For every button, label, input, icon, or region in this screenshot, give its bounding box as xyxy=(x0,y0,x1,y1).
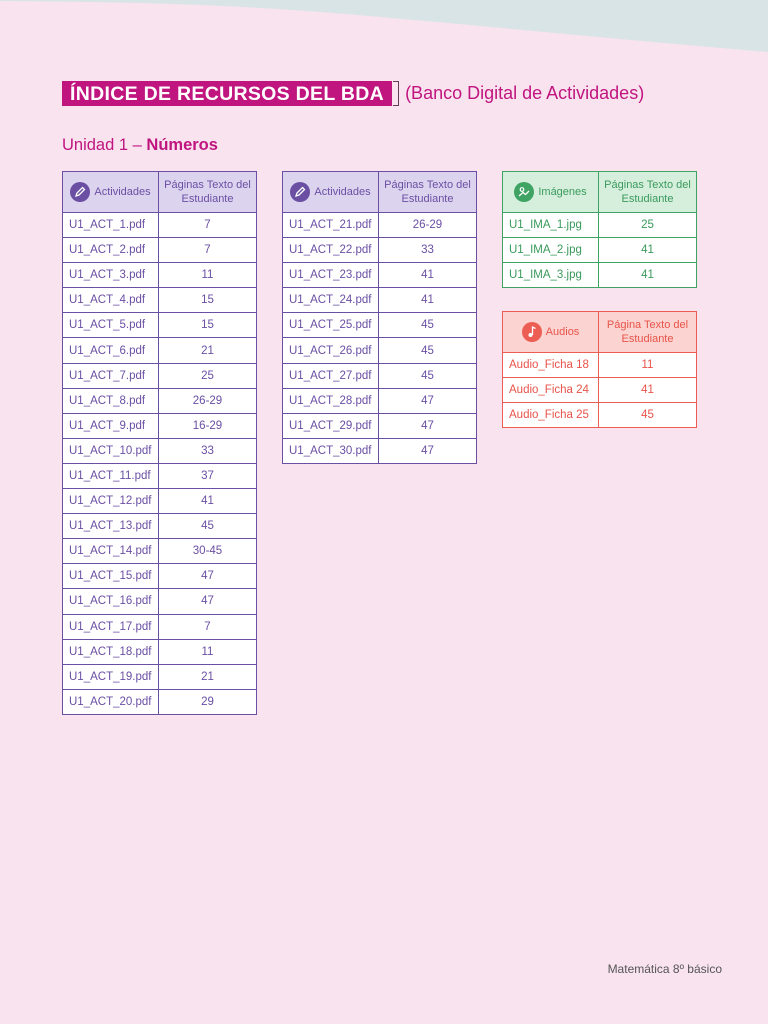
table-row xyxy=(63,489,257,514)
table-row xyxy=(63,689,257,714)
header-actividades-label: Actividades xyxy=(94,186,151,198)
resource-file-cell: U1_ACT_10.pdf xyxy=(63,438,159,463)
page-number-cell: 41 xyxy=(599,238,697,263)
table-row xyxy=(63,363,257,388)
table-row xyxy=(503,353,697,378)
page-number-cell: 7 xyxy=(159,238,257,263)
page-number-cell: 45 xyxy=(599,403,697,428)
resource-file-cell: U1_IMA_3.jpg xyxy=(503,263,599,288)
header-audios xyxy=(503,312,599,353)
audios-table xyxy=(502,311,697,428)
resource-file-cell: U1_IMA_1.jpg xyxy=(503,213,599,238)
table-row xyxy=(63,263,257,288)
page-number-cell: 11 xyxy=(159,639,257,664)
resource-file-cell: U1_ACT_19.pdf xyxy=(63,664,159,689)
resource-file-cell: U1_ACT_6.pdf xyxy=(63,338,159,363)
resource-file-cell: U1_ACT_29.pdf xyxy=(283,413,379,438)
table-row xyxy=(503,403,697,428)
page-number-cell: 7 xyxy=(159,614,257,639)
table-row xyxy=(63,438,257,463)
table-row xyxy=(283,388,477,413)
table-row xyxy=(63,213,257,238)
resource-file-cell: Audio_Ficha 24 xyxy=(503,378,599,403)
unit-prefix: Unidad 1 – xyxy=(62,136,147,154)
resource-file-cell: U1_ACT_27.pdf xyxy=(283,363,379,388)
resource-file-cell: U1_ACT_16.pdf xyxy=(63,589,159,614)
table-row xyxy=(63,288,257,313)
activities-table-1 xyxy=(62,171,257,715)
header-actividades xyxy=(283,172,379,213)
resource-file-cell: U1_ACT_28.pdf xyxy=(283,388,379,413)
page-number-cell: 47 xyxy=(379,388,477,413)
page-number-cell: 29 xyxy=(159,689,257,714)
page-number-cell: 33 xyxy=(379,238,477,263)
table-row xyxy=(63,614,257,639)
resource-file-cell: U1_ACT_15.pdf xyxy=(63,564,159,589)
header-pagina: Página Texto del Estudiante xyxy=(599,312,697,353)
resource-file-cell: U1_ACT_23.pdf xyxy=(283,263,379,288)
page-header xyxy=(62,80,644,107)
page-number-cell: 11 xyxy=(159,263,257,288)
header-paginas: Páginas Texto del Estudiante xyxy=(379,172,477,213)
activities-table-2 xyxy=(282,171,477,464)
page-number-cell: 7 xyxy=(159,213,257,238)
page-number-cell: 25 xyxy=(159,363,257,388)
page-number-cell: 26-29 xyxy=(159,388,257,413)
resource-file-cell: U1_ACT_22.pdf xyxy=(283,238,379,263)
page-number-cell: 41 xyxy=(379,288,477,313)
header-imagenes-label: Imágenes xyxy=(538,186,587,198)
page-number-cell: 21 xyxy=(159,664,257,689)
music-note-icon xyxy=(522,322,542,342)
resource-file-cell: U1_ACT_8.pdf xyxy=(63,388,159,413)
resource-file-cell: U1_ACT_21.pdf xyxy=(283,213,379,238)
page-number-cell: 21 xyxy=(159,338,257,363)
page-number-cell: 25 xyxy=(599,213,697,238)
page-number-cell: 45 xyxy=(379,363,477,388)
unit-heading xyxy=(62,136,218,155)
table-row xyxy=(63,388,257,413)
page-number-cell: 15 xyxy=(159,313,257,338)
resource-file-cell: U1_ACT_13.pdf xyxy=(63,514,159,539)
resource-file-cell: U1_ACT_24.pdf xyxy=(283,288,379,313)
page-number-cell: 41 xyxy=(599,378,697,403)
header-actividades xyxy=(63,172,159,213)
page-title: ÍNDICE DE RECURSOS DEL BDA xyxy=(62,81,392,106)
table-row xyxy=(63,413,257,438)
header-audios-label: Audios xyxy=(545,326,580,338)
table-row xyxy=(283,263,477,288)
table-row xyxy=(503,378,697,403)
page-subtitle: (Banco Digital de Actividades) xyxy=(405,83,645,103)
resource-file-cell: U1_ACT_4.pdf xyxy=(63,288,159,313)
table-row xyxy=(283,338,477,363)
resource-file-cell: U1_IMA_2.jpg xyxy=(503,238,599,263)
resource-file-cell: U1_ACT_2.pdf xyxy=(63,238,159,263)
resource-file-cell: U1_ACT_9.pdf xyxy=(63,413,159,438)
table-row xyxy=(283,438,477,463)
title-bracket-decoration xyxy=(393,81,399,106)
resource-file-cell: U1_ACT_12.pdf xyxy=(63,489,159,514)
table-row xyxy=(283,413,477,438)
page-number-cell: 47 xyxy=(159,564,257,589)
table-row xyxy=(283,238,477,263)
page-number-cell: 11 xyxy=(599,353,697,378)
table-row xyxy=(63,564,257,589)
header-paginas: Páginas Texto del Estudiante xyxy=(599,172,697,213)
page-number-cell: 41 xyxy=(159,489,257,514)
table-row xyxy=(283,313,477,338)
resource-file-cell: U1_ACT_26.pdf xyxy=(283,338,379,363)
page-number-cell: 15 xyxy=(159,288,257,313)
table-row xyxy=(63,539,257,564)
resource-file-cell: U1_ACT_14.pdf xyxy=(63,539,159,564)
table-row xyxy=(63,313,257,338)
table-row xyxy=(503,238,697,263)
table-row xyxy=(63,589,257,614)
header-imagenes xyxy=(503,172,599,213)
page-number-cell: 45 xyxy=(159,514,257,539)
footer-text: Matemática 8º básico xyxy=(607,962,722,976)
table-row xyxy=(63,514,257,539)
page-number-cell: 37 xyxy=(159,463,257,488)
page-number-cell: 47 xyxy=(379,438,477,463)
resource-file-cell: U1_ACT_25.pdf xyxy=(283,313,379,338)
pencil-icon xyxy=(290,182,310,202)
table-row xyxy=(503,263,697,288)
images-table xyxy=(502,171,697,288)
table-row xyxy=(63,639,257,664)
resource-file-cell: U1_ACT_18.pdf xyxy=(63,639,159,664)
pencil-icon xyxy=(70,182,90,202)
table-row xyxy=(63,238,257,263)
header-actividades-label: Actividades xyxy=(314,186,371,198)
table-row xyxy=(283,288,477,313)
image-icon xyxy=(514,182,534,202)
resource-file-cell: U1_ACT_5.pdf xyxy=(63,313,159,338)
page-number-cell: 45 xyxy=(379,338,477,363)
resource-file-cell: U1_ACT_20.pdf xyxy=(63,689,159,714)
page-number-cell: 45 xyxy=(379,313,477,338)
resource-file-cell: U1_ACT_1.pdf xyxy=(63,213,159,238)
page-number-cell: 41 xyxy=(599,263,697,288)
table-row xyxy=(63,338,257,363)
resource-file-cell: U1_ACT_11.pdf xyxy=(63,463,159,488)
page-number-cell: 47 xyxy=(379,413,477,438)
page-number-cell: 30-45 xyxy=(159,539,257,564)
table-row xyxy=(503,213,697,238)
table-row xyxy=(63,664,257,689)
top-decorative-band xyxy=(0,0,768,60)
page-number-cell: 16-29 xyxy=(159,413,257,438)
resource-file-cell: U1_ACT_3.pdf xyxy=(63,263,159,288)
page-number-cell: 33 xyxy=(159,438,257,463)
resource-file-cell: U1_ACT_17.pdf xyxy=(63,614,159,639)
page-number-cell: 26-29 xyxy=(379,213,477,238)
page-number-cell: 41 xyxy=(379,263,477,288)
resource-file-cell: Audio_Ficha 25 xyxy=(503,403,599,428)
table-row xyxy=(63,463,257,488)
page-number-cell: 47 xyxy=(159,589,257,614)
table-row xyxy=(283,363,477,388)
unit-name: Números xyxy=(146,136,218,154)
table-row xyxy=(283,213,477,238)
header-paginas: Páginas Texto del Estudiante xyxy=(159,172,257,213)
resource-file-cell: U1_ACT_7.pdf xyxy=(63,363,159,388)
resource-file-cell: U1_ACT_30.pdf xyxy=(283,438,379,463)
resource-file-cell: Audio_Ficha 18 xyxy=(503,353,599,378)
